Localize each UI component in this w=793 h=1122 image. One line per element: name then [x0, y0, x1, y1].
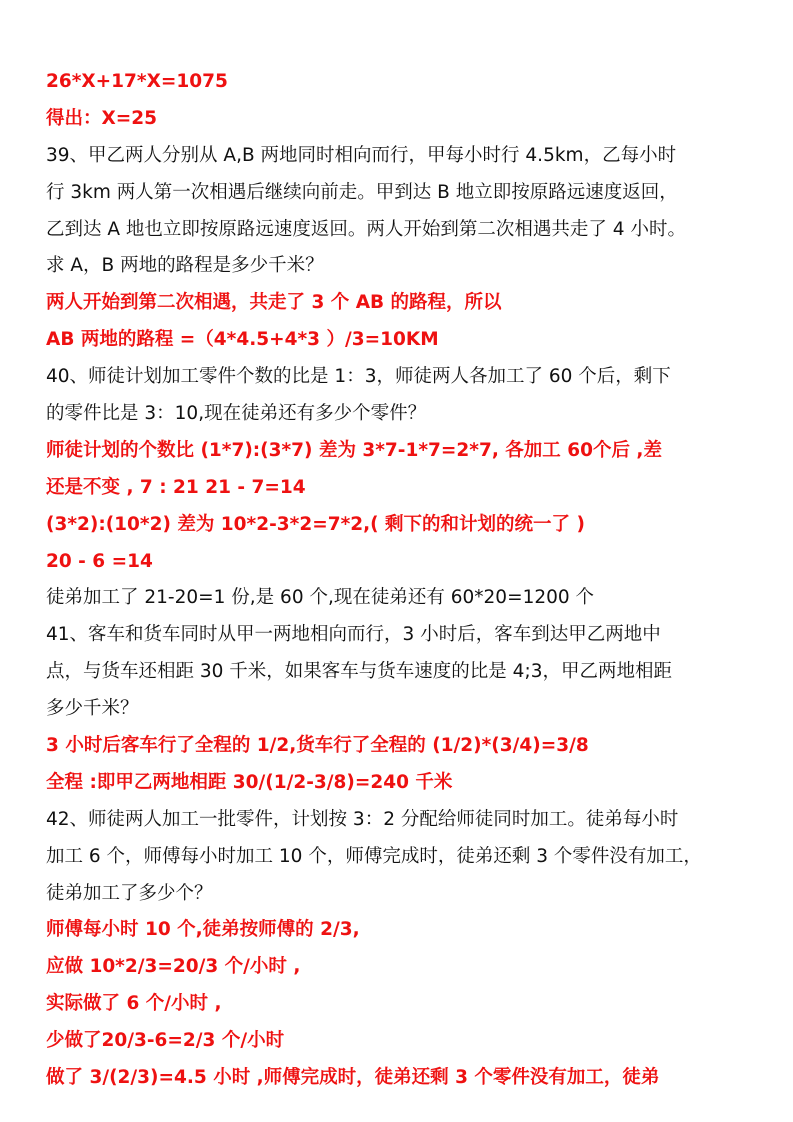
question-40-line-2: 的零件比是 3：10,现在徒弟还有多少个零件？: [46, 403, 427, 425]
answer-40-line-1: 师徒计划的个数比 (1*7):(3*7) 差为 3*7-1*7=2*7, 各加工 60个后 ,差: [46, 439, 662, 461]
answer-42-line-1: 师傅每小时 10 个,徒弟按师傅的 2/3,: [46, 919, 360, 941]
question-42-line-2: 加工 6 个，师傅每小时加工 10 个，师傅完成时，徒弟还剩 3 个零件没有加工，: [46, 845, 702, 867]
answer-40-line-2: 还是不变 , 7 : 21 21 - 7=14: [46, 476, 306, 498]
question-39-line-2: 行 3km 两人第一次相遇后继续向前走。甲到达 B 地立即按原路远速度返回，: [46, 181, 678, 203]
question-41-line-3: 多少千米？: [46, 698, 139, 720]
question-39-line-4: 求 A，B 两地的路程是多少千米？: [46, 255, 324, 277]
question-40-line-1: 40、师徒计划加工零件个数的比是 1：3，师徒两人各加工了 60 个后，剩下: [46, 366, 671, 388]
question-39-line-3: 乙到达 A 地也立即按原路远速度返回。两人开始到第二次相遇共走了 4 小时。: [46, 218, 686, 240]
answer-40-line-4: 20 - 6 =14: [46, 550, 153, 572]
answer-40-conclusion: 徒弟加工了 21-20=1 份,是 60 个,现在徒弟还有 60*20=1200 个: [46, 587, 595, 609]
answer-41-line-2: 全程 :即甲乙两地相距 30/(1/2-3/8)=240 千米: [46, 771, 453, 793]
answer-equation: 26*X+17*X=1075: [46, 71, 228, 92]
answer-42-line-5: 做了 3/(2/3)=4.5 小时 ,师傅完成时，徒弟还剩 3 个零件没有加工，徒弟: [46, 1067, 660, 1089]
document-page: [46, 64, 756, 1097]
question-39-line-1: 39、甲乙两人分别从 A,B 两地同时相向而行，甲每小时行 4.5km，乙每小时: [46, 144, 677, 166]
answer-39-line-2: AB 两地的路程 =（4*4.5+4*3 ）/3=10KM: [46, 329, 439, 351]
answer-42-line-3: 实际做了 6 个/小时 ,: [46, 993, 222, 1015]
question-41-line-2: 点，与货车还相距 30 千米，如果客车与货车速度的比是 4;3，甲乙两地相距: [46, 661, 672, 683]
answer-39-line-1: 两人开始到第二次相遇，共走了 3 个 AB 的路程，所以: [46, 292, 502, 314]
question-42-line-1: 42、师徒两人加工一批零件，计划按 3：2 分配给师徒同时加工。徒弟每小时: [46, 808, 679, 830]
answer-40-line-3: (3*2):(10*2) 差为 10*2-3*2=7*2,( 剩下的和计划的统一了 ): [46, 513, 585, 535]
answer-41-line-1: 3 小时后客车行了全程的 1/2,货车行了全程的 (1/2)*(3/4)=3/8: [46, 735, 589, 757]
answer-42-line-2: 应做 10*2/3=20/3 个/小时 ,: [46, 956, 301, 978]
answer-result: 得出：X=25: [46, 107, 158, 129]
answer-42-line-4: 少做了20/3-6=2/3 个/小时: [46, 1030, 285, 1052]
question-42-line-3: 徒弟加工了多少个？: [46, 882, 213, 904]
question-41-line-1: 41、客车和货车同时从甲一两地相向而行，3 小时后，客车到达甲乙两地中: [46, 624, 661, 646]
